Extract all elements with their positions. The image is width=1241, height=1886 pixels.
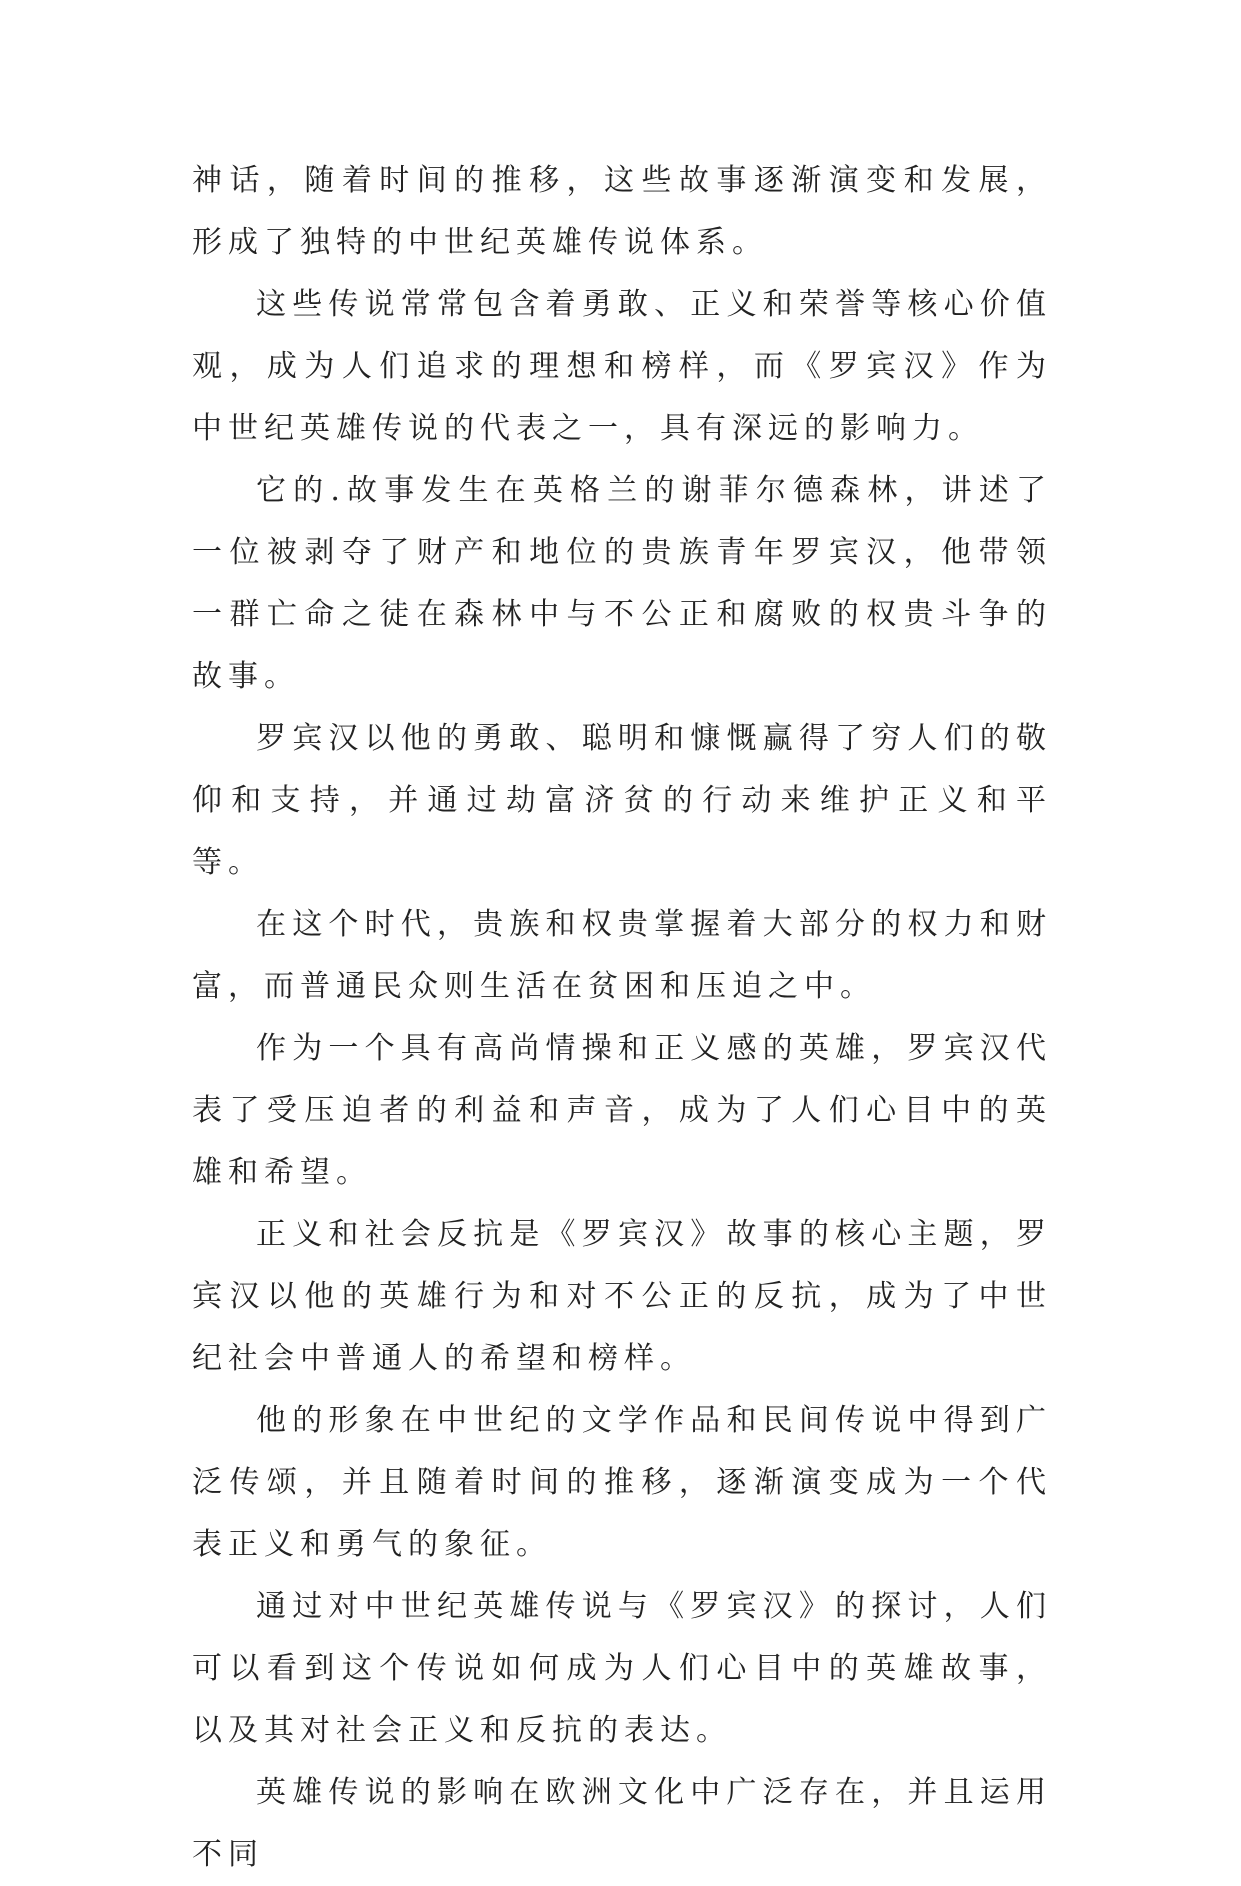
paragraph-1: 神话，随着时间的推移，这些故事逐渐演变和发展，形成了独特的中世纪英雄传说体系。 xyxy=(192,163,1052,260)
paragraph-4: 罗宾汉以他的勇敢、聪明和慷慨赢得了穷人们的敬仰和支持，并通过劫富济贫的行动来维护正义和平等。 xyxy=(192,721,1052,880)
paragraph-3: 它的.故事发生在英格兰的谢菲尔德森林，讲述了一位被剥夺了财产和地位的贵族青年罗宾汉，他带领一群亡命之徒在森林中与不公正和腐败的权贵斗争的故事。 xyxy=(192,473,1052,694)
paragraph-5: 在这个时代，贵族和权贵掌握着大部分的权力和财富，而普通民众则生活在贫困和压迫之中。 xyxy=(192,907,1052,1004)
paragraph-7: 正义和社会反抗是《罗宾汉》故事的核心主题，罗宾汉以他的英雄行为和对不公正的反抗，成为了中世纪社会中普通人的希望和榜样。 xyxy=(192,1217,1052,1376)
paragraph-6: 作为一个具有高尚情操和正义感的英雄，罗宾汉代表了受压迫者的利益和声音，成为了人们心目中的英雄和希望。 xyxy=(192,1031,1052,1190)
paragraph-10: 英雄传说的影响在欧洲文化中广泛存在，并且运用不同 xyxy=(192,1775,1052,1872)
paragraph-8: 他的形象在中世纪的文学作品和民间传说中得到广泛传颂，并且随着时间的推移，逐渐演变成为一个代表正义和勇气的象征。 xyxy=(192,1403,1052,1562)
paragraph-9: 通过对中世纪英雄传说与《罗宾汉》的探讨，人们可以看到这个传说如何成为人们心目中的英雄故事，以及其对社会正义和反抗的表达。 xyxy=(192,1589,1052,1748)
paragraph-2: 这些传说常常包含着勇敢、正义和荣誉等核心价值观，成为人们追求的理想和榜样，而《罗宾汉》作为中世纪英雄传说的代表之一，具有深远的影响力。 xyxy=(192,287,1052,446)
body-text xyxy=(192,150,1052,1886)
